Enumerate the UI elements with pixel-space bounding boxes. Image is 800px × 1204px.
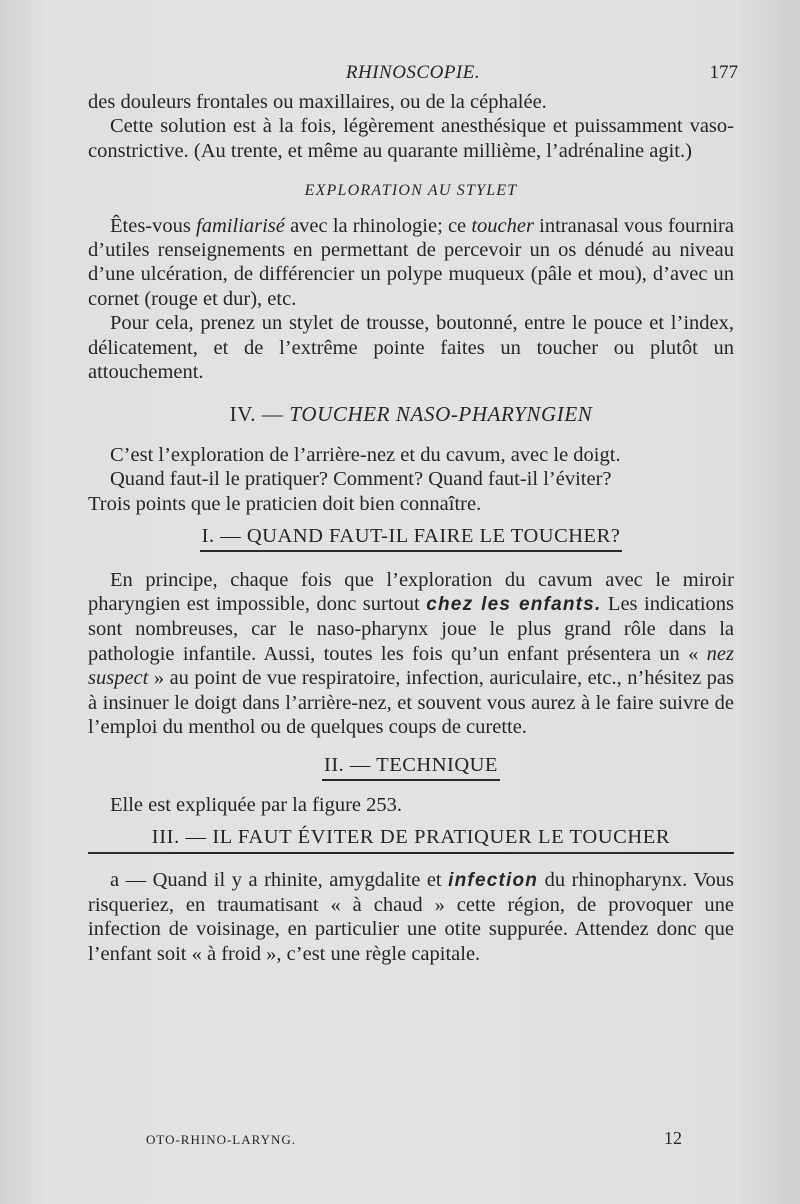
running-title: RHINOSCOPIE. [345,62,481,83]
heading-eviter: III. — IL FAUT ÉVITER DE PRATIQUER LE TOUCHER [88,825,734,853]
signature-mark: OTO-RHINO-LARYNG. [146,1132,297,1147]
section-heading-iv [88,402,734,426]
paragraph-stylet: Pour cela, prenez un stylet de trousse, boutonné, entre le pouce et l’index, délicatement, et de l’extrême pointe faites un toucher ou plutôt un attouchement. [88,312,734,384]
sheet-number: 12 [664,1128,682,1148]
subheading-exploration-stylet: EXPLORATION AU STYLET [304,182,518,200]
page-number: 177 [709,62,738,83]
heading-technique-text: II. — TECHNIQUE [322,753,500,780]
bold-infection: infection [448,869,539,891]
paragraph-figure: Elle est expliquée par la figure 253. [110,793,403,816]
italic-toucher: toucher [471,214,534,237]
heading-quand [88,524,734,551]
paragraph-familiarise [88,214,734,312]
text-run: En principe, chaque fois que l’exploration du cavum avec le miroir pharyngien est impossible, donc surtout [88,568,734,615]
text-run: Les indications sont nombreuses, car le naso-pharynx joue le plus grand rôle dans la pathologie infantile. Aussi, toutes les fois qu’un enfant présentera un « [88,592,734,665]
text-run: intranasal vous fournira d’utiles renseignements en permettant de percevoir un os dénudé au niveau d’une ulcération, de différencier un polype muqueux (pâle et mou), d’avec un cornet (rouge et dur), etc. [88,214,734,310]
paragraph-solution: Cette solution est à la fois, légèrement anesthésique et puissamment vaso-constrictive. (Au trente, et même au quarante millième, l’adrénaline agit.) [88,115,734,162]
heading-quand-text: I. — QUAND FAUT-IL FAIRE LE TOUCHER? [200,524,623,551]
bold-chez-les-enfants: chez les enfants. [426,593,602,615]
text-run: avec la rhinologie; ce [284,214,472,237]
paragraph-rhinite [88,868,734,967]
text-run: » au point de vue respiratoire, infection, auriculaire, etc., n’hésitez pas à insinuer le doigt dans l’arrière-nez, et souvent vous aurez à le faire suivre de l’emploi du menthol ou de quelques coups de curette. [88,667,734,738]
paragraph-cavum-line3: Trois points que le praticien doit bien connaître. [88,492,482,515]
section-number: IV. — [229,402,290,427]
paragraph-principe [88,568,734,740]
page-body [88,90,734,966]
text-run: a — Quand il y a rhinite, amygdalite et [110,868,449,891]
page-footer [88,1128,682,1150]
section-title: TOUCHER NASO-PHARYNGIEN [289,402,593,427]
text-run: Êtes-vous [110,214,197,237]
paragraph-continuation: des douleurs frontales ou maxillaires, ou de la céphalée. [88,91,547,113]
paragraph-cavum-line1: C’est l’exploration de l’arrière-nez et du cavum, avec le doigt. [110,443,621,466]
page-header [88,62,738,88]
italic-familiarise: familiarisé [196,214,285,237]
italic-nez-suspect: nez suspect [88,642,734,690]
heading-technique [88,753,734,780]
paragraph-cavum-line2: Quand faut-il le pratiquer? Comment? Quand faut-il l’éviter? [110,468,612,491]
text-run: du rhinopharynx. Vous risqueriez, en traumatisant « à chaud » cette région, de provoquer une infection de voisinage, en particulier une otite suppurée. Attendez donc que l’enfant soit « à froid », c’est une règle capitale. [88,868,734,965]
